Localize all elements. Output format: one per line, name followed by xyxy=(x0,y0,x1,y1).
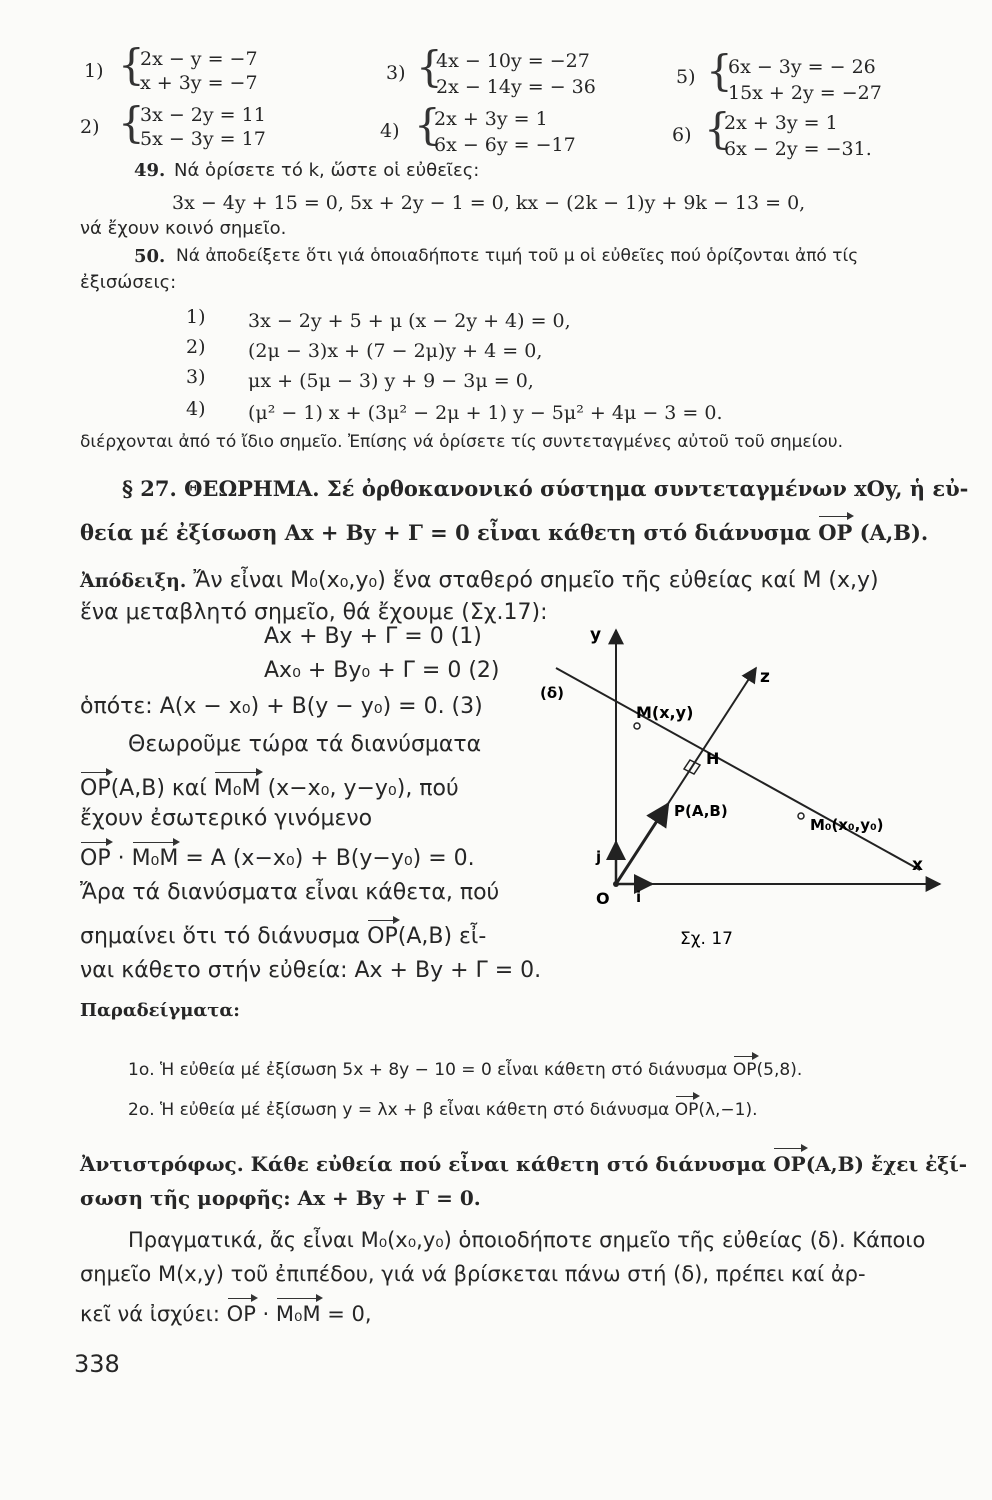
system-5-eq1: 6x − 3y = − 26 xyxy=(728,56,876,78)
system-4-eq1: 2x + 3y = 1 xyxy=(434,108,548,130)
vector-op: OP xyxy=(80,776,111,801)
proof-line-4-b: (A,B) καί xyxy=(110,776,214,801)
final-line-3-e: = 0, xyxy=(320,1302,372,1326)
system-1-eq2: x + 3y = −7 xyxy=(140,72,258,94)
converse-line-1-end: (A,B) ἔχει ἐξί- xyxy=(805,1152,968,1176)
h-label: H xyxy=(706,749,720,768)
final-vector-op: OP xyxy=(226,1302,256,1326)
theorem-line-2 xyxy=(80,520,928,545)
exercise-49-after: νά ἔχουν κοινό σημεῖο. xyxy=(80,218,287,239)
system-3-eq2: 2x − 14y = − 36 xyxy=(436,76,596,98)
system-6-eq2: 6x − 2y = −31. xyxy=(724,138,872,160)
proof-eq-1: Ax + By + Γ = 0 (1) xyxy=(264,624,482,649)
figure-17 xyxy=(540,620,960,960)
converse-line-1-text: Ἀντιστρόφως. Κάθε εὐθεία πού εἶναι κάθετη στό διάνυσμα xyxy=(80,1152,774,1176)
example-2 xyxy=(128,1100,758,1120)
example-1-end: (5,8). xyxy=(756,1060,803,1080)
examples-title: Παραδείγματα: xyxy=(80,1000,240,1021)
m0-label: M₀(x₀,y₀) xyxy=(810,816,884,834)
system-2-eq1: 3x − 2y = 11 xyxy=(140,104,266,126)
exercise-50-item-2-number: 2) xyxy=(186,336,206,358)
system-3-eq1: 4x − 10y = −27 xyxy=(436,50,590,72)
theorem-line-2-end: (A,B). xyxy=(852,520,929,545)
system-2-brace: { xyxy=(118,98,145,147)
example-2-text: 2ο. Ἡ εὐθεία μέ ἐξίσωση y = λx + β εἶναι κάθετη στό διάνυσμα xyxy=(128,1100,675,1120)
theorem-line-1: § 27. ΘΕΩΡΗΜΑ. Σέ ὀρθοκανονικό σύστημα συντεταγμένων xOy, ἡ εὐ- xyxy=(122,476,969,501)
system-2-eq2: 5x − 3y = 17 xyxy=(140,128,266,150)
line-delta xyxy=(556,668,920,870)
system-3-brace: { xyxy=(416,42,443,91)
system-5-number: 5) xyxy=(676,66,696,88)
exercise-50-item-2-eq: (2μ − 3)x + (7 − 2μ)y + 4 = 0, xyxy=(248,340,543,362)
system-3-number: 3) xyxy=(386,62,406,84)
exercise-50-item-1-number: 1) xyxy=(186,306,206,328)
system-6-eq1: 2x + 3y = 1 xyxy=(724,112,838,134)
system-6-brace: { xyxy=(704,104,731,153)
proof-line-3: Θεωροῦμε τώρα τά διανύσματα xyxy=(128,732,482,757)
final-vector-m0m: M₀M xyxy=(275,1302,321,1326)
m-label: M(x,y) xyxy=(636,703,694,722)
proof-line-8-c: (A,B) εἶ- xyxy=(397,924,487,949)
system-1-brace: { xyxy=(118,40,145,89)
exercise-50-number: 50. xyxy=(134,246,166,267)
proof-dot: · xyxy=(110,846,132,871)
exercise-49-text: Νά ὁρίσετε τό k, ὥστε οἱ εὐθεῖες: xyxy=(174,160,480,181)
system-5-eq2: 15x + 2y = −27 xyxy=(728,82,882,104)
example-1-text: 1ο. Ἡ εὐθεία μέ ἐξίσωση 5x + 8y − 10 = 0 εἶναι κάθετη στό διάνυσμα xyxy=(128,1060,733,1080)
proof-line-4 xyxy=(80,776,459,801)
origin-label: O xyxy=(596,889,610,908)
example-1 xyxy=(128,1060,802,1080)
converse-vector: OP xyxy=(773,1152,806,1176)
system-4-brace: { xyxy=(414,100,441,149)
final-line-3 xyxy=(80,1302,372,1326)
system-6-number: 6) xyxy=(672,124,692,146)
proof-line-9: ναι κάθετο στήν εὐθεία: Ax + By + Γ = 0. xyxy=(80,958,542,983)
point-m xyxy=(634,723,640,729)
converse-line-1 xyxy=(80,1152,967,1176)
exercise-50-item-1-eq: 3x − 2y + 5 + μ (x − 2y + 4) = 0, xyxy=(248,310,571,332)
proof-title: Ἀπόδειξη. xyxy=(80,570,187,592)
proof-line-5: ἔχουν ἐσωτερικό γινόμενο xyxy=(80,806,373,831)
vector-m0m: M₀M xyxy=(213,776,261,801)
exercise-50-after: διέρχονται ἀπό τό ἴδιο σημεῖο. Ἐπίσης νά ὁρίσετε τίς συντεταγμένες αὐτοῦ τοῦ σημείου. xyxy=(80,432,844,452)
i-label: i xyxy=(636,888,642,906)
exercise-49-number: 49. xyxy=(134,160,166,181)
vector-m0m-2: M₀M xyxy=(131,846,179,871)
exercise-50-item-3-eq: μx + (5μ − 3) y + 9 − 3μ = 0, xyxy=(248,370,534,392)
vector-op-arrow xyxy=(616,804,668,884)
system-2-number: 2) xyxy=(80,116,100,138)
proof-line-4-d: (x−x₀, y−y₀), πού xyxy=(260,776,459,801)
exercise-50-item-4-eq: (μ² − 1) x + (3μ² − 2μ + 1) y − 5μ² + 4μ − 3 = 0. xyxy=(248,402,723,424)
proof-line-1-text: Ἄν εἶναι M₀(x₀,y₀) ἕνα σταθερό σημεῖο τῆς εὐθείας καί M (x,y) xyxy=(186,568,879,593)
x-axis-label: x xyxy=(912,855,923,875)
point-m0 xyxy=(798,813,804,819)
proof-line-8-a: σημαίνει ὅτι τό διάνυσμα xyxy=(80,924,368,949)
exercise-50-item-3-number: 3) xyxy=(186,366,206,388)
p-label: P(A,B) xyxy=(674,802,728,820)
page-number: 338 xyxy=(74,1350,120,1378)
y-axis-label: y xyxy=(590,625,602,645)
converse-line-2: σωση τῆς μορφῆς: Ax + By + Γ = 0. xyxy=(80,1186,481,1210)
proof-line-1 xyxy=(80,568,879,593)
example-1-vector: OP xyxy=(732,1060,757,1080)
proof-line-6 xyxy=(80,846,475,871)
final-line-3-a: κεῖ νά ἰσχύει: xyxy=(80,1302,227,1326)
exercise-50-text2: ἐξισώσεις: xyxy=(80,272,177,293)
final-dot: · xyxy=(255,1302,276,1326)
vector-op-3: OP xyxy=(367,924,398,949)
theorem-vector-op: OP xyxy=(818,520,853,545)
j-label: j xyxy=(596,848,602,866)
example-2-vector: OP xyxy=(674,1100,699,1120)
system-5-brace: { xyxy=(706,46,733,95)
point-origin xyxy=(613,881,619,887)
proof-eq-2: Ax₀ + By₀ + Γ = 0 (2) xyxy=(264,658,500,683)
proof-line-2: ἕνα μεταβλητό σημεῖο, θά ἔχουμε (Σχ.17): xyxy=(80,600,548,625)
figure-caption: Σχ. 17 xyxy=(680,929,734,949)
system-1-eq1: 2x − y = −7 xyxy=(140,48,258,70)
exercise-50-text: Νά ἀποδείξετε ὅτι γιά ὁποιαδήποτε τιμή τοῦ μ οἱ εὐθεῖες πού ὁρίζονται ἀπό τίς xyxy=(176,246,859,266)
final-line-1: Πραγματικά, ἄς εἶναι M₀(x₀,y₀) ὁποιοδήποτε σημεῖο τῆς εὐθείας (δ). Κάποιο xyxy=(128,1228,926,1252)
system-4-number: 4) xyxy=(380,120,400,142)
exercise-49-equations: 3x − 4y + 15 = 0, 5x + 2y − 1 = 0, kx − (2k − 1)y + 9k − 13 = 0, xyxy=(172,192,806,214)
system-4-eq2: 6x − 6y = −17 xyxy=(434,134,576,156)
z-label: z xyxy=(760,667,770,687)
theorem-line-2-text: θεία μέ ἐξίσωση Ax + By + Γ = 0 εἶναι κάθετη στό διάνυσμα xyxy=(80,520,819,545)
example-2-end: (λ,−1). xyxy=(698,1100,758,1120)
proof-eq-3: ὁπότε: A(x − x₀) + B(y − y₀) = 0. (3) xyxy=(80,694,483,719)
system-1-number: 1) xyxy=(84,60,104,82)
proof-line-8 xyxy=(80,924,486,949)
exercise-50-item-4-number: 4) xyxy=(186,398,206,420)
proof-line-6-d: = A (x−x₀) + B(y−y₀) = 0. xyxy=(178,846,475,871)
final-line-2: σημεῖο M(x,y) τοῦ ἐπιπέδου, γιά νά βρίσκεται πάνω στή (δ), πρέπει καί ἀρ- xyxy=(80,1262,866,1286)
vector-op-2: OP xyxy=(80,846,111,871)
delta-label: (δ) xyxy=(540,684,565,702)
proof-line-7: Ἄρα τά διανύσματα εἶναι κάθετα, πού xyxy=(80,880,500,905)
